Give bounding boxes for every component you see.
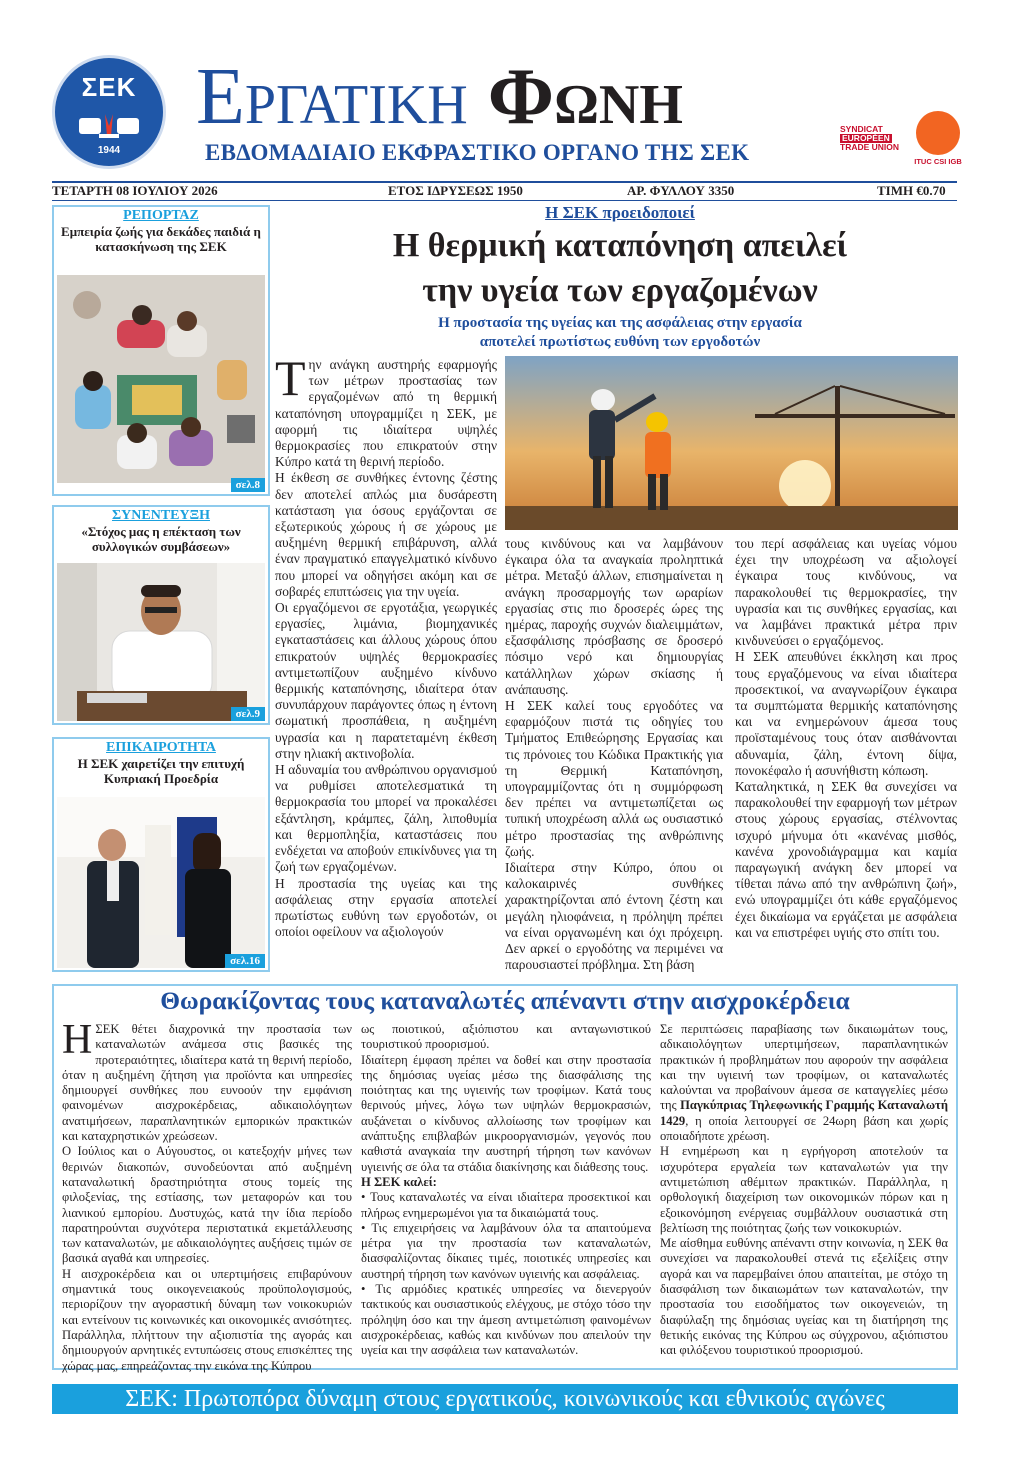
bullet-item: • Τους καταναλωτές να είναι ιδιαίτερα προσεκτικοί και πλήρως ενημερωμένοι για τα δικαιώματά τους. [361,1190,651,1220]
main-column-1 [275,350,497,940]
headline-line-1: Η θερμική καταπόνηση απειλεί [392,227,848,264]
paragraph: , η οποία λειτουργεί σε 24ωρη βάση και χωρίς οποιαδήποτε χρέωση. [660,1113,948,1144]
paragraph: Η προστασία της υγείας και της ασφάλειας στην εργασία αποτελεί πρωτίστως ευθύνη των εργοδοτών, οι οποίοι οφείλουν να αξιολογούν [275,875,497,940]
title-word-1: Εργατικη [196,53,468,141]
paragraph: Η αδυναμία του ανθρώπινου οργανισμού να ρυθμίσει αποτελεσματικά τη θερμοκρασία του μπορεί να προκαλέσει εξάντληση, κράμπες, ζάλη, λιποθυμία και θερμοπληξία, καταστάσεις που ενδέχεται να αποβούν επικίνδυνες για τη ζωή των εργαζομένων. [275,762,497,875]
consumer-column-1 [62,1017,352,1374]
sidebar-report[interactable] [52,205,270,496]
masthead-subtitle: ΕΒΔΟΜΑΔΙΑΙΟ ΕΚΦΡΑΣΤΙΚΟ ΟΡΓΑΝΟ ΤΗΣ ΣΕΚ [205,140,750,165]
consumer-column-2 [361,1022,651,1359]
sek-logo [52,55,166,169]
paragraph: του περί ασφάλειας και υγείας νόμου έχει την υποχρέωση να αξιολογεί έγκαιρα τους κινδύνους, να παρακολουθεί τις θερμοκρασίες, την υγρασία και τις συνθήκες εργασίας, και να λαμβάνει πρακτικά μέτρα πριν κινδυνεύσει ο εργαζόμενος. [735,536,957,649]
logo-year: 1944 [97,145,121,156]
meta-divider [52,200,957,201]
founded-year: ΕΤΟΣ ΙΔΡΥΣΕΩΣ 1950 [388,183,523,198]
paragraph: ΣΕΚ θέτει διαχρονικά την προστασία των καταναλωτών ανάμεσα στις βασικές της προτεραιότητες, ιδιαίτερα κατά τη θερινή περίοδο, όταν η αυξημένη ζήτηση για προϊόντα και υπηρεσίες δημιουργεί συνθήκες που ευνοούν την εμφάνιση φαινομένων αισχροκέρδειας, αδικαιολόγητων ανατιμήσεων, παραπλανητικών εμπορικών πρακτικών και καταχρηστικών χρεώσεων. [62,1022,352,1144]
paragraph: Η ενημέρωση και η εγρήγορση αποτελούν τα ισχυρότερα εργαλεία των καταναλωτών για την αντιμετώπιση αθέμιτων πρακτικών. Παράλληλα, η ορθολογική διαχείριση των οικονομικών πόρων και η εξοικονόμηση ενέργειας συμβάλλουν ουσιαστικά στη βελτίωση της ποιότητας ζωής των νοικοκυριών. [660,1144,948,1235]
etuc-logo [840,125,912,163]
title-word-2: Φωνη [487,53,683,141]
issue-price: ΤΙΜΗ €0.70 [877,183,946,198]
masthead-title [196,54,683,140]
deck-line-2: αποτελεί πρωτίστως ευθύνη των εργοδοτών [479,334,761,350]
sidebar-current-affairs[interactable] [52,737,270,972]
etuc-line-3: TRADE UNION [840,142,900,152]
sidebar-page-ref: σελ.8 [231,478,265,492]
paragraph: Με αίσθημα ευθύνης απέναντι στην κοινωνία, η ΣΕΚ θα συνεχίσει να παρακολουθεί στενά τις εξελίξεις στην αγορά και να παρεμβαίνει όπου απαιτείται, με στόχο τη διασφάλιση των δικαιωμάτων των καταναλωτών, την προστασία του εισοδήματος των οικογενειών, τη διαφύλαξη της δημόσιας υγείας και τη διατήρηση της θετικής εικόνας της Κύπρου ως σύγχρονου, αξιόπιστου και φιλόξενου τουριστικού προορισμού. [660,1236,948,1358]
paragraph: Καταληκτικά, η ΣΕΚ θα συνεχίσει να παρακολουθεί την εφαρμογή των μέτρων στους χώρους εργασίας, στέλνοντας ισχυρό μήνυμα ότι «κανένας μισθός, κανένα χρονοδιάγραμμα και καμία παραγωγική ανάγκη δεν μπορεί να τίθεται πάνω από την ανθρώπινη ζωή», ενώ υπογραμμίζει ότι κάθε εργαζόμενος έχει δικαίωμα να εργάζεται με ασφάλεια και να επιστρέφει υγιής στο σπίτι του. [735,779,957,940]
main-headline [280,223,960,313]
dropcap: Τ [275,350,306,406]
paragraph: Η ΣΕΚ καλεί τους εργοδότες να εφαρμόζουν πιστά τις οδηγίες του Τμήματος Επιθεώρησης Εργασίας και τις πρόνοιες του Κώδικα Πρακτικής για τη Θερμική Καταπόνηση, υπογραμμίζοντας ότι η συμμόρφωση δεν πρέπει να αντιμετωπίζεται ως τυπική υποχρέωση αλλά ως ουσιαστικό μέτρο προστασίας της ανθρώπινης ζωής. [505,698,723,859]
paragraph: Η αισχροκέρδεια και οι υπερτιμήσεις επιβαρύνουν σημαντικά τους οικογενειακούς προϋπολογισμούς, περιορίζουν την αγοραστική δύναμη των νοικοκυριών και εντείνουν τις κοινωνικές και οικονομικές ανισότητες. Παράλληλα, πλήττουν την αξιοπιστία της αγοράς και δημιουργούν αρνητικές εντυπώσεις στους επισκέπτες της χώρας μας, επηρεάζοντας την εικόνα της Κύπρου [62,1266,352,1373]
sidebar-page-ref: σελ.9 [231,707,265,721]
deck-line-1: Η προστασία της υγείας και της ασφάλειας στην εργασία [438,315,802,331]
dropcap: Η [62,1017,93,1063]
call-label: Η ΣΕΚ καλεί: [361,1174,437,1189]
paragraph: Η έκθεση σε συνθήκες έντονης ζέστης δεν αποτελεί απλώς μια δυσάρεστη κατάσταση για όσους εργάζονται σε εξωτερικούς χώρους ή σε χώρους με αυξημένη θερμική επιβάρυνση, αλλά έναν πραγματικό επαγγελματικό κίνδυνο που μπορεί να οδηγήσει ακόμη και σε σοβαρές επιπτώσεις για την υγεία. [275,470,497,599]
paragraph: Ιδιαίτερα στην Κύπρο, όπου οι καλοκαιρινές συνθήκες χαρακτηρίζονται από έντονη ζέστη και μεγάλη ηλιοφάνεια, η πρόληψη πρέπει να είναι οργανωμένη και όχι πρόχειρη. Δεν αρκεί ο εργοδότης να περιμένει να παρουσιαστεί πρόβλημα. Στη βάση [505,860,723,973]
paragraph: Ιδιαίτερη έμφαση πρέπει να δοθεί και στην προστασία της δημόσιας υγείας μέσω της διασφάλισης της ποιότητας και της υγιεινής των τροφίμων. Κατά τους θερινούς μήνες, λόγω των υψηλών θερμοκρασιών, αυξάνεται ο κίνδυνος αλλοίωσης των τροφίμων και ανάπτυξης επιβλαβών μικροοργανισμών, γεγονός που καθιστά αναγκαία την αυστηρή τήρηση των κανόνων υγιεινής σε όλα τα στάδια διακίνησης και διάθεσης τους. [361,1052,651,1174]
sidebar-heading: ΕΠΙΚΑΙΡΟΤΗΤΑ [106,740,216,755]
main-kicker: Η ΣΕΚ προειδοποιεί [545,203,695,222]
sidebar-subtitle: «Στόχος μας η επέκταση των συλλογικών συμβάσεων» [81,524,241,554]
sidebar-page-ref: σελ.16 [225,954,265,968]
paragraph: ην ανάγκη αυστηρής εφαρμογής των μέτρων προστασίας των εργαζομένων από τη θερμική καταπόνηση υπογραμμίζει η ΣΕΚ, με αφορμή τις ιδιαίτερα υψηλές θερμοκρασίες που επικρατούν στην Κύπρο κατά τη θερινή περίοδο. [275,357,497,470]
headline-line-2: την υγεία των εργαζομένων [422,272,818,309]
paragraph: Σε περιπτώσεις παραβίασης των δικαιωμάτων τους, αδικαιολόγητων υπερτιμήσεων, παραπλανητικών πρακτικών ή προβλημάτων που αφορούν την ασφάλεια και την υγιεινή των τροφίμων, οι καταναλωτές καλούνται να προβαίνουν άμεσα σε καταγγελίες μέσω της [660,1022,948,1113]
sidebar-subtitle: Η ΣΕΚ χαιρετίζει την επιτυχή Κυπριακή Προεδρία [77,756,245,786]
paragraph: τους κινδύνους και να λαμβάνουν έγκαιρα όλα τα αναγκαία προληπτικά μέτρα. Μεταξύ άλλων, επισημαίνεται η ανάγκη προσαρμογής των ωραρίων εργασίας στις πιο δροσερές ώρες της ημέρας, παροχής συχνών διαλειμμάτων, εξασφάλισης πρόσβασης σε δροσερό πόσιμο νερό και δημιουργίας κατάλληλων χώρων σκίασης ή ανάπαυσης. [505,536,723,697]
hotline-name: Παγκύπριας Τηλεφωνικής Γραμμής Καταναλωτή 1429 [660,1098,948,1128]
ituc-circle-icon [916,111,960,155]
sidebar-heading: ΡΕΠΟΡΤΑΖ [123,208,199,223]
bullet-item: • Τις αρμόδιες κρατικές υπηρεσίες να διενεργούν τακτικούς και ουσιαστικούς ελέγχους, με στόχο τόσο την πρόληψη όσο και την άμεση αντιμετώπιση φαινομένων αισχροκέρδειας, καθώς και κινδύνων που απειλούν την υγεία και την ασφάλεια των καταναλωτών. [361,1282,651,1358]
main-deck [280,314,960,352]
paragraph: ως ποιοτικού, αξιόπιστου και ανταγωνιστικού τουριστικού προορισμού. [361,1022,651,1052]
ituc-label: ITUC CSI IGB [914,157,962,166]
clasped-hands-icon [77,110,141,142]
consumer-headline: Θωρακίζοντας τους καταναλωτές απέναντι στην αισχροκέρδεια [160,986,850,1015]
etuc-line-1: SYNDICAT [840,124,883,134]
paragraph: Οι εργαζόμενοι σε εργοτάξια, γεωργικές εργασίες, λιμάνια, βιομηχανικές εγκαταστάσεις και άλλους χώρους όπου επικρατούν υψηλές θερμοκρασίες αντιμετωπίζουν αυξημένο κίνδυνο θερμικής καταπόνησης, ιδιαίτερα όταν συνυπάρχουν παράγοντες όπως η έντονη σωματική προσπάθεια, η αυξημένη υγρασία και η παρατεταμένη έκθεση στην ηλιακή ακτινοβολία. [275,600,497,761]
logo-text: ΣΕΚ [81,72,137,102]
construction-workers-photo [505,356,958,530]
consumer-column-3 [660,1022,948,1359]
paragraph: Ο Ιούλιος και ο Αύγουστος, οι κατεξοχήν μήνες των θερινών διακοπών, συνοδεύονται από αυξημένη καταναλωτική δραστηριότητα στους τομείς της φιλοξενίας, της εστίασης, των μεταφορών και του λιανικού εμπορίου. Δυστυχώς, κατά την ίδια περίοδο παρατηρούνται συχνότερα περιστατικά εκμετάλλευσης των καταναλωτών, με αδικαιολόγητες αυξήσεις τιμών σε βασικά αγαθά και υπηρεσίες. [62,1144,352,1266]
bottom-banner: ΣΕΚ: Πρωτοπόρα δύναμη στους εργατικούς, κοινωνικούς και εθνικούς αγώνες [52,1384,958,1414]
sidebar-interview[interactable] [52,505,270,725]
main-column-2 [505,536,723,973]
issue-date: ΤΕΤΑΡΤΗ 08 ΙΟΥΛΙΟΥ 2026 [52,183,218,198]
main-column-3 [735,536,957,941]
paragraph: Η ΣΕΚ απευθύνει έκκληση και προς τους εργαζόμενους να είναι ιδιαίτερα προσεκτικοί, να αναγνωρίζουν έγκαιρα τα συμπτώματα θερμικής καταπόνησης και να ενημερώνουν άμεσα τους προϊσταμένους τους όταν αισθάνονται αδυναμία, ζάλη, έντονη δίψα, πονοκέφαλο ή ασυνήθιστη κόπωση. [735,649,957,778]
interviewee-photo [57,563,265,721]
presidency-photo [57,797,265,968]
sidebar-subtitle: Εμπειρία ζωής για δεκάδες παιδιά η κατασκήνωση της ΣΕΚ [61,224,261,254]
issue-number: ΑΡ. ΦΥΛΛΟΥ 3350 [627,183,735,198]
bullet-item: • Τις επιχειρήσεις να λαμβάνουν όλα τα απαιτούμενα μέτρα για την προστασία των καταναλωτών, διασφαλίζοντας δίκαιες τιμές, ποιοτικές υπηρεσίες και αυστηρή τήρηση των κανόνων υγιεινής και ασφάλειας. [361,1220,651,1281]
sidebar-heading: ΣΥΝΕΝΤΕΥΞΗ [112,508,210,523]
ituc-logo [914,111,962,166]
camp-children-photo [57,275,265,483]
etuc-line-2: EUROPÉEN [842,133,890,143]
